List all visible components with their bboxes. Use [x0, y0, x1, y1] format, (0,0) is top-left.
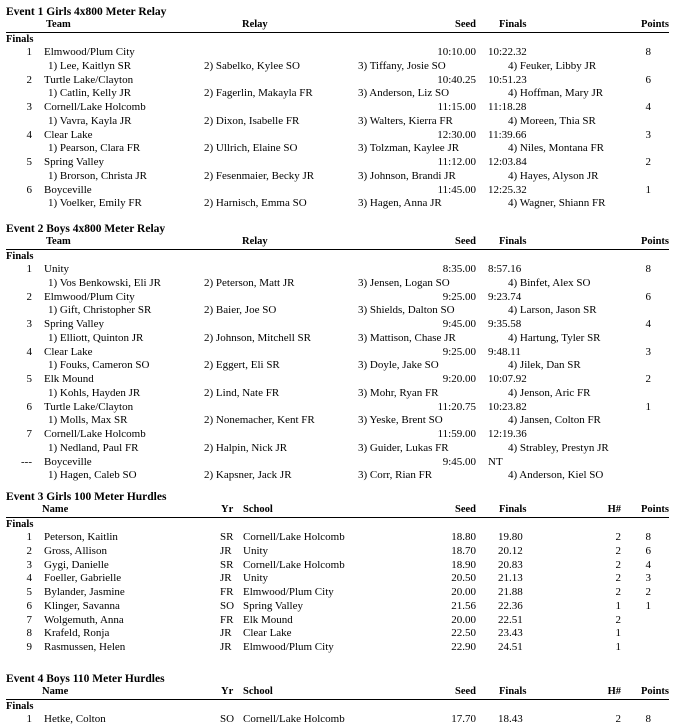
- seed-time: 17.70: [451, 713, 476, 725]
- finals-time: 23.43: [498, 627, 523, 640]
- relay-leg-1: 1) Fouks, Cameron SO: [48, 359, 150, 372]
- athlete-name: Krafeld, Ronja: [44, 627, 110, 640]
- finals-time: 11:18.28: [488, 101, 527, 113]
- finals-time: 10:22.32: [488, 46, 527, 58]
- athlete-row: [6, 713, 669, 727]
- school-name: Unity: [243, 572, 269, 585]
- place: 3: [26, 318, 32, 330]
- header-seed: Seed: [455, 236, 476, 247]
- place: 1: [26, 46, 32, 58]
- header-team: Team: [46, 236, 71, 247]
- relay-legs-row: [6, 115, 669, 129]
- place: 3: [26, 101, 32, 113]
- event-section: [6, 672, 669, 727]
- seed-time: 20.00: [451, 586, 476, 598]
- place: 1: [26, 531, 32, 543]
- finals-time: 21.88: [498, 586, 523, 598]
- place: 9: [26, 641, 32, 653]
- relay-team-row: [6, 401, 669, 415]
- place: 6: [26, 183, 32, 196]
- event-title: Event 1 Girls 4x800 Meter Relay: [6, 6, 167, 18]
- athlete-row: [6, 614, 669, 628]
- header-relay: Relay: [242, 19, 268, 30]
- seed-time: 11:20.75: [437, 400, 476, 413]
- relay-leg-1: 1) Hagen, Caleb SO: [48, 469, 137, 482]
- team-name: Boyceville: [44, 183, 92, 196]
- seed-time: 20.50: [451, 572, 476, 585]
- seed-time: 9:45.00: [442, 318, 476, 330]
- athlete-year: JR: [220, 572, 232, 585]
- relay-leg-1: 1) Gift, Christopher SR: [48, 304, 152, 317]
- points: 2: [645, 373, 651, 385]
- header-finals: Finals: [499, 19, 527, 30]
- relay-leg-4: 4) Feuker, Libby JR: [508, 59, 597, 72]
- athlete-row: [6, 600, 669, 614]
- team-name: Cornell/Lake Holcomb: [44, 428, 146, 440]
- relay-legs-row: [6, 87, 669, 101]
- relay-leg-1: 1) Voelker, Emily FR: [48, 197, 142, 210]
- athlete-year: JR: [220, 627, 232, 640]
- team-name: Spring Valley: [44, 318, 104, 330]
- athlete-year: SO: [220, 599, 235, 612]
- relay-leg-4: 4) Hartung, Tyler SR: [508, 331, 601, 344]
- relay-leg-3: 3) Corr, Rian FR: [358, 469, 433, 482]
- place: 6: [26, 400, 32, 413]
- school-name: Elmwood/Plum City: [243, 586, 334, 598]
- relay-leg-4: 4) Moreen, Thia SR: [508, 114, 596, 127]
- relay-legs-row: [6, 442, 669, 456]
- team-name: Elmwood/Plum City: [44, 46, 135, 58]
- seed-time: 18.80: [451, 531, 476, 543]
- finals-time: 11:39.66: [488, 128, 527, 141]
- column-header-row: [6, 504, 669, 518]
- place: 5: [26, 156, 32, 168]
- school-name: Elmwood/Plum City: [243, 641, 334, 653]
- points: 6: [645, 73, 651, 86]
- place: 2: [26, 73, 32, 86]
- relay-leg-3: 3) Anderson, Liz SO: [358, 87, 450, 100]
- relay-leg-4: 4) Binfet, Alex SO: [508, 276, 591, 289]
- relay-team-row: [6, 184, 669, 198]
- relay-leg-1: 1) Lee, Kaitlyn SR: [48, 59, 132, 72]
- finals-time: 9:35.58: [488, 318, 522, 330]
- points: 3: [645, 345, 651, 358]
- relay-team-row: [6, 46, 669, 60]
- column-header-row: [6, 236, 669, 250]
- relay-legs-row: [6, 142, 669, 156]
- relay-leg-2: 2) Fagerlin, Makayla FR: [204, 87, 313, 100]
- finals-time: 24.51: [498, 641, 523, 653]
- place: 8: [26, 627, 32, 640]
- relay-leg-1: 1) Brorson, Christa JR: [48, 169, 147, 182]
- column-header-row: [6, 686, 669, 700]
- relay-leg-4: 4) Hayes, Alyson JR: [508, 169, 599, 182]
- team-name: Clear Lake: [44, 128, 93, 141]
- team-name: Elk Mound: [44, 373, 94, 385]
- relay-team-row: [6, 346, 669, 360]
- relay-legs-row: [6, 387, 669, 401]
- athlete-name: Bylander, Jasmine: [44, 586, 125, 598]
- event-title: Event 2 Boys 4x800 Meter Relay: [6, 223, 166, 235]
- header-finals: Finals: [499, 686, 527, 697]
- finals-time: 20.12: [498, 544, 523, 557]
- team-name: Elmwood/Plum City: [44, 290, 135, 303]
- finals-time: 9:48.11: [488, 345, 521, 358]
- relay-leg-1: 1) Catlin, Kelly JR: [48, 87, 132, 100]
- header-name: Name: [42, 686, 69, 697]
- relay-leg-1: 1) Vavra, Kayla JR: [48, 114, 132, 127]
- finals-section-label: Finals: [6, 34, 34, 45]
- header-yr: Yr: [221, 504, 234, 515]
- relay-team-row: [6, 263, 669, 277]
- finals-time: 22.51: [498, 613, 523, 626]
- athlete-year: SO: [220, 713, 235, 725]
- relay-legs-row: [6, 359, 669, 373]
- athlete-year: JR: [220, 544, 232, 557]
- place: 4: [26, 572, 32, 585]
- athlete-name: Gross, Allison: [44, 544, 107, 557]
- column-header-row: [6, 19, 669, 33]
- finals-time: 8:57.16: [488, 263, 522, 275]
- place: 2: [26, 544, 32, 557]
- event-section: [6, 490, 669, 655]
- points: 6: [645, 544, 651, 557]
- school-name: Spring Valley: [243, 599, 303, 612]
- header-points: Points: [640, 504, 669, 515]
- relay-leg-4: 4) Niles, Montana FR: [508, 142, 604, 155]
- finals-time: 10:07.92: [488, 373, 527, 385]
- heat-number: 2: [615, 586, 621, 598]
- header-heat: H#: [607, 686, 621, 697]
- points: 8: [645, 46, 651, 58]
- relay-leg-4: 4) Larson, Jason SR: [508, 304, 597, 317]
- place: 1: [26, 713, 32, 725]
- heat-number: 2: [615, 572, 621, 585]
- header-finals: Finals: [499, 504, 527, 515]
- relay-leg-4: 4) Jenson, Aric FR: [508, 386, 591, 399]
- relay-leg-2: 2) Baier, Joe SO: [204, 304, 277, 317]
- seed-time: 9:25.00: [442, 290, 476, 303]
- points: 4: [645, 101, 651, 113]
- relay-leg-1: 1) Nedland, Paul FR: [48, 441, 139, 454]
- relay-team-row: [6, 129, 669, 143]
- relay-leg-4: 4) Jansen, Colton FR: [508, 414, 601, 427]
- relay-leg-3: 3) Mattison, Chase JR: [358, 331, 456, 344]
- seed-time: 18.70: [451, 544, 476, 557]
- header-relay: Relay: [242, 236, 268, 247]
- relay-leg-4: 4) Jilek, Dan SR: [508, 359, 581, 372]
- school-name: Cornell/Lake Holcomb: [243, 713, 345, 725]
- points: 6: [645, 290, 651, 303]
- place: 7: [26, 428, 32, 440]
- place: 5: [26, 586, 32, 598]
- school-name: Clear Lake: [243, 627, 292, 640]
- points: 2: [645, 586, 651, 598]
- school-name: Unity: [243, 544, 269, 557]
- relay-leg-2: 2) Halpin, Nick JR: [204, 441, 288, 454]
- relay-legs-row: [6, 414, 669, 428]
- relay-team-row: [6, 318, 669, 332]
- relay-leg-3: 3) Mohr, Ryan FR: [358, 386, 439, 399]
- relay-leg-3: 3) Shields, Dalton SO: [358, 304, 455, 317]
- event-title: Event 3 Girls 100 Meter Hurdles: [6, 491, 167, 503]
- relay-team-row: [6, 373, 669, 387]
- finals-time: 12:03.84: [488, 156, 527, 168]
- header-team: Team: [46, 19, 71, 30]
- points: 1: [645, 599, 651, 612]
- relay-leg-3: 3) Yeske, Brent SO: [358, 414, 443, 427]
- relay-team-row: [6, 156, 669, 170]
- points: 8: [645, 263, 651, 275]
- relay-leg-3: 3) Johnson, Brandi JR: [358, 169, 456, 182]
- relay-leg-2: 2) Fesenmaier, Becky JR: [204, 169, 315, 182]
- points: 4: [645, 318, 651, 330]
- relay-leg-4: 4) Wagner, Shiann FR: [508, 197, 606, 210]
- relay-leg-2: 2) Sabelko, Kylee SO: [204, 59, 300, 72]
- points: 2: [645, 156, 651, 168]
- seed-time: 9:45.00: [442, 455, 476, 468]
- seed-time: 11:45.00: [437, 183, 476, 196]
- finals-time: 22.36: [498, 599, 523, 612]
- finals-time: 20.83: [498, 558, 523, 571]
- header-heat: H#: [607, 504, 621, 515]
- header-yr: Yr: [221, 686, 234, 697]
- athlete-year: FR: [220, 613, 234, 626]
- athlete-row: [6, 559, 669, 573]
- finals-time: 19.80: [498, 531, 523, 543]
- athlete-row: [6, 572, 669, 586]
- seed-time: 10:10.00: [437, 46, 476, 58]
- relay-leg-3: 3) Jensen, Logan SO: [358, 276, 450, 289]
- relay-team-row: [6, 101, 669, 115]
- team-name: Boyceville: [44, 455, 92, 468]
- team-name: Turtle Lake/Clayton: [44, 400, 134, 413]
- place: 2: [26, 290, 32, 303]
- relay-leg-3: 3) Tolzman, Kaylee JR: [358, 142, 460, 155]
- relay-leg-2: 2) Eggert, Eli SR: [204, 359, 280, 372]
- relay-leg-1: 1) Pearson, Clara FR: [48, 142, 141, 155]
- relay-legs-row: [6, 277, 669, 291]
- relay-leg-3: 3) Doyle, Jake SO: [358, 359, 439, 372]
- finals-section-label: Finals: [6, 251, 34, 262]
- athlete-name: Hetke, Colton: [44, 713, 106, 725]
- relay-team-row: [6, 428, 669, 442]
- header-points: Points: [640, 19, 669, 30]
- relay-legs-row: [6, 197, 669, 211]
- finals-section-label: Finals: [6, 701, 34, 712]
- school-name: Cornell/Lake Holcomb: [243, 558, 345, 571]
- place: 3: [26, 558, 32, 571]
- seed-time: 22.50: [451, 627, 476, 640]
- seed-time: 11:15.00: [437, 101, 476, 113]
- athlete-name: Wolgemuth, Anna: [44, 613, 124, 626]
- heat-number: 2: [615, 558, 621, 571]
- event-section: [6, 5, 669, 211]
- athlete-row: [6, 545, 669, 559]
- athlete-year: JR: [220, 641, 232, 653]
- finals-time: 21.13: [498, 572, 523, 585]
- relay-team-row: [6, 291, 669, 305]
- finals-time: 12:19.36: [488, 428, 527, 440]
- relay-legs-row: [6, 170, 669, 184]
- relay-leg-2: 2) Harnisch, Emma SO: [204, 197, 307, 210]
- relay-leg-2: 2) Nonemacher, Kent FR: [204, 414, 315, 427]
- athlete-name: Klinger, Savanna: [44, 599, 120, 612]
- seed-time: 10:40.25: [437, 73, 476, 86]
- finals-time: NT: [488, 455, 503, 468]
- points: 8: [645, 531, 651, 543]
- points: 3: [645, 572, 651, 585]
- relay-leg-4: 4) Strabley, Prestyn JR: [508, 441, 609, 454]
- relay-leg-3: 3) Guider, Lukas FR: [358, 441, 449, 454]
- relay-legs-row: [6, 304, 669, 318]
- athlete-row: [6, 641, 669, 655]
- relay-leg-2: 2) Johnson, Mitchell SR: [204, 331, 311, 344]
- header-school: School: [243, 504, 273, 515]
- athlete-row: [6, 586, 669, 600]
- relay-leg-3: 3) Hagen, Anna JR: [358, 197, 442, 210]
- finals-time: 18.43: [498, 713, 523, 725]
- team-name: Unity: [44, 263, 70, 275]
- heat-number: 2: [615, 544, 621, 557]
- relay-leg-2: 2) Kapsner, Jack JR: [204, 469, 292, 482]
- header-name: Name: [42, 504, 69, 515]
- place: 5: [26, 373, 32, 385]
- athlete-name: Gygi, Danielle: [44, 558, 109, 571]
- athlete-year: FR: [220, 586, 234, 598]
- heat-number: 1: [615, 641, 621, 653]
- relay-leg-1: 1) Elliott, Quinton JR: [48, 331, 144, 344]
- relay-leg-1: 1) Kohls, Hayden JR: [48, 386, 141, 399]
- relay-leg-2: 2) Ullrich, Elaine SO: [204, 142, 298, 155]
- heat-number: 1: [615, 599, 621, 612]
- seed-time: 21.56: [451, 599, 476, 612]
- header-points: Points: [640, 236, 669, 247]
- relay-leg-3: 3) Walters, Kierra FR: [358, 114, 453, 127]
- place: 7: [26, 613, 32, 626]
- athlete-name: Rasmussen, Helen: [44, 641, 126, 653]
- finals-time: 9:23.74: [488, 290, 522, 303]
- seed-time: 9:20.00: [442, 373, 476, 385]
- place: 6: [26, 599, 32, 612]
- seed-time: 9:25.00: [442, 345, 476, 358]
- seed-time: 12:30.00: [437, 128, 476, 141]
- seed-time: 22.90: [451, 641, 476, 653]
- athlete-row: [6, 531, 669, 545]
- heat-number: 2: [615, 531, 621, 543]
- team-name: Clear Lake: [44, 345, 93, 358]
- relay-leg-4: 4) Hoffman, Mary JR: [508, 87, 604, 100]
- athlete-name: Foeller, Gabrielle: [44, 572, 122, 585]
- athlete-year: SR: [220, 531, 234, 543]
- relay-leg-3: 3) Tiffany, Josie SO: [358, 59, 446, 72]
- place: 1: [26, 263, 32, 275]
- heat-number: 2: [615, 613, 621, 626]
- points: 1: [645, 183, 651, 196]
- place: 4: [26, 345, 32, 358]
- relay-legs-row: [6, 469, 669, 483]
- relay-legs-row: [6, 332, 669, 346]
- relay-leg-4: 4) Anderson, Kiel SO: [508, 469, 604, 482]
- heat-number: 2: [615, 713, 621, 725]
- place: 4: [26, 128, 32, 141]
- seed-time: 11:59.00: [437, 428, 476, 440]
- finals-time: 10:51.23: [488, 73, 527, 86]
- school-name: Elk Mound: [243, 613, 293, 626]
- relay-leg-2: 2) Peterson, Matt JR: [204, 276, 295, 289]
- place: ---: [21, 455, 32, 468]
- finals-time: 12:25.32: [488, 183, 527, 196]
- points: 1: [645, 400, 651, 413]
- relay-leg-1: 1) Molls, Max SR: [48, 414, 128, 427]
- seed-time: 8:35.00: [442, 263, 476, 275]
- heat-number: 1: [615, 627, 621, 640]
- relay-leg-2: 2) Lind, Nate FR: [204, 386, 280, 399]
- team-name: Cornell/Lake Holcomb: [44, 101, 146, 113]
- athlete-name: Peterson, Kaitlin: [44, 531, 118, 543]
- team-name: Spring Valley: [44, 156, 104, 168]
- seed-time: 18.90: [451, 558, 476, 571]
- event-section: [6, 222, 669, 483]
- team-name: Turtle Lake/Clayton: [44, 73, 134, 86]
- header-school: School: [243, 686, 273, 697]
- header-finals: Finals: [499, 236, 527, 247]
- header-seed: Seed: [455, 686, 476, 697]
- event-title: Event 4 Boys 110 Meter Hurdles: [6, 673, 165, 685]
- header-seed: Seed: [455, 19, 476, 30]
- athlete-row: [6, 627, 669, 641]
- finals-section-label: Finals: [6, 519, 34, 530]
- finals-time: 10:23.82: [488, 400, 527, 413]
- seed-time: 20.00: [451, 613, 476, 626]
- relay-leg-2: 2) Dixon, Isabelle FR: [204, 114, 300, 127]
- header-seed: Seed: [455, 504, 476, 515]
- school-name: Cornell/Lake Holcomb: [243, 531, 345, 543]
- header-points: Points: [640, 686, 669, 697]
- relay-team-row: [6, 456, 669, 470]
- relay-legs-row: [6, 60, 669, 74]
- points: 3: [645, 128, 651, 141]
- athlete-year: SR: [220, 558, 234, 571]
- points: 4: [645, 558, 651, 571]
- relay-team-row: [6, 74, 669, 88]
- seed-time: 11:12.00: [437, 156, 476, 168]
- relay-leg-1: 1) Vos Benkowski, Eli JR: [48, 276, 161, 289]
- points: 8: [645, 713, 651, 725]
